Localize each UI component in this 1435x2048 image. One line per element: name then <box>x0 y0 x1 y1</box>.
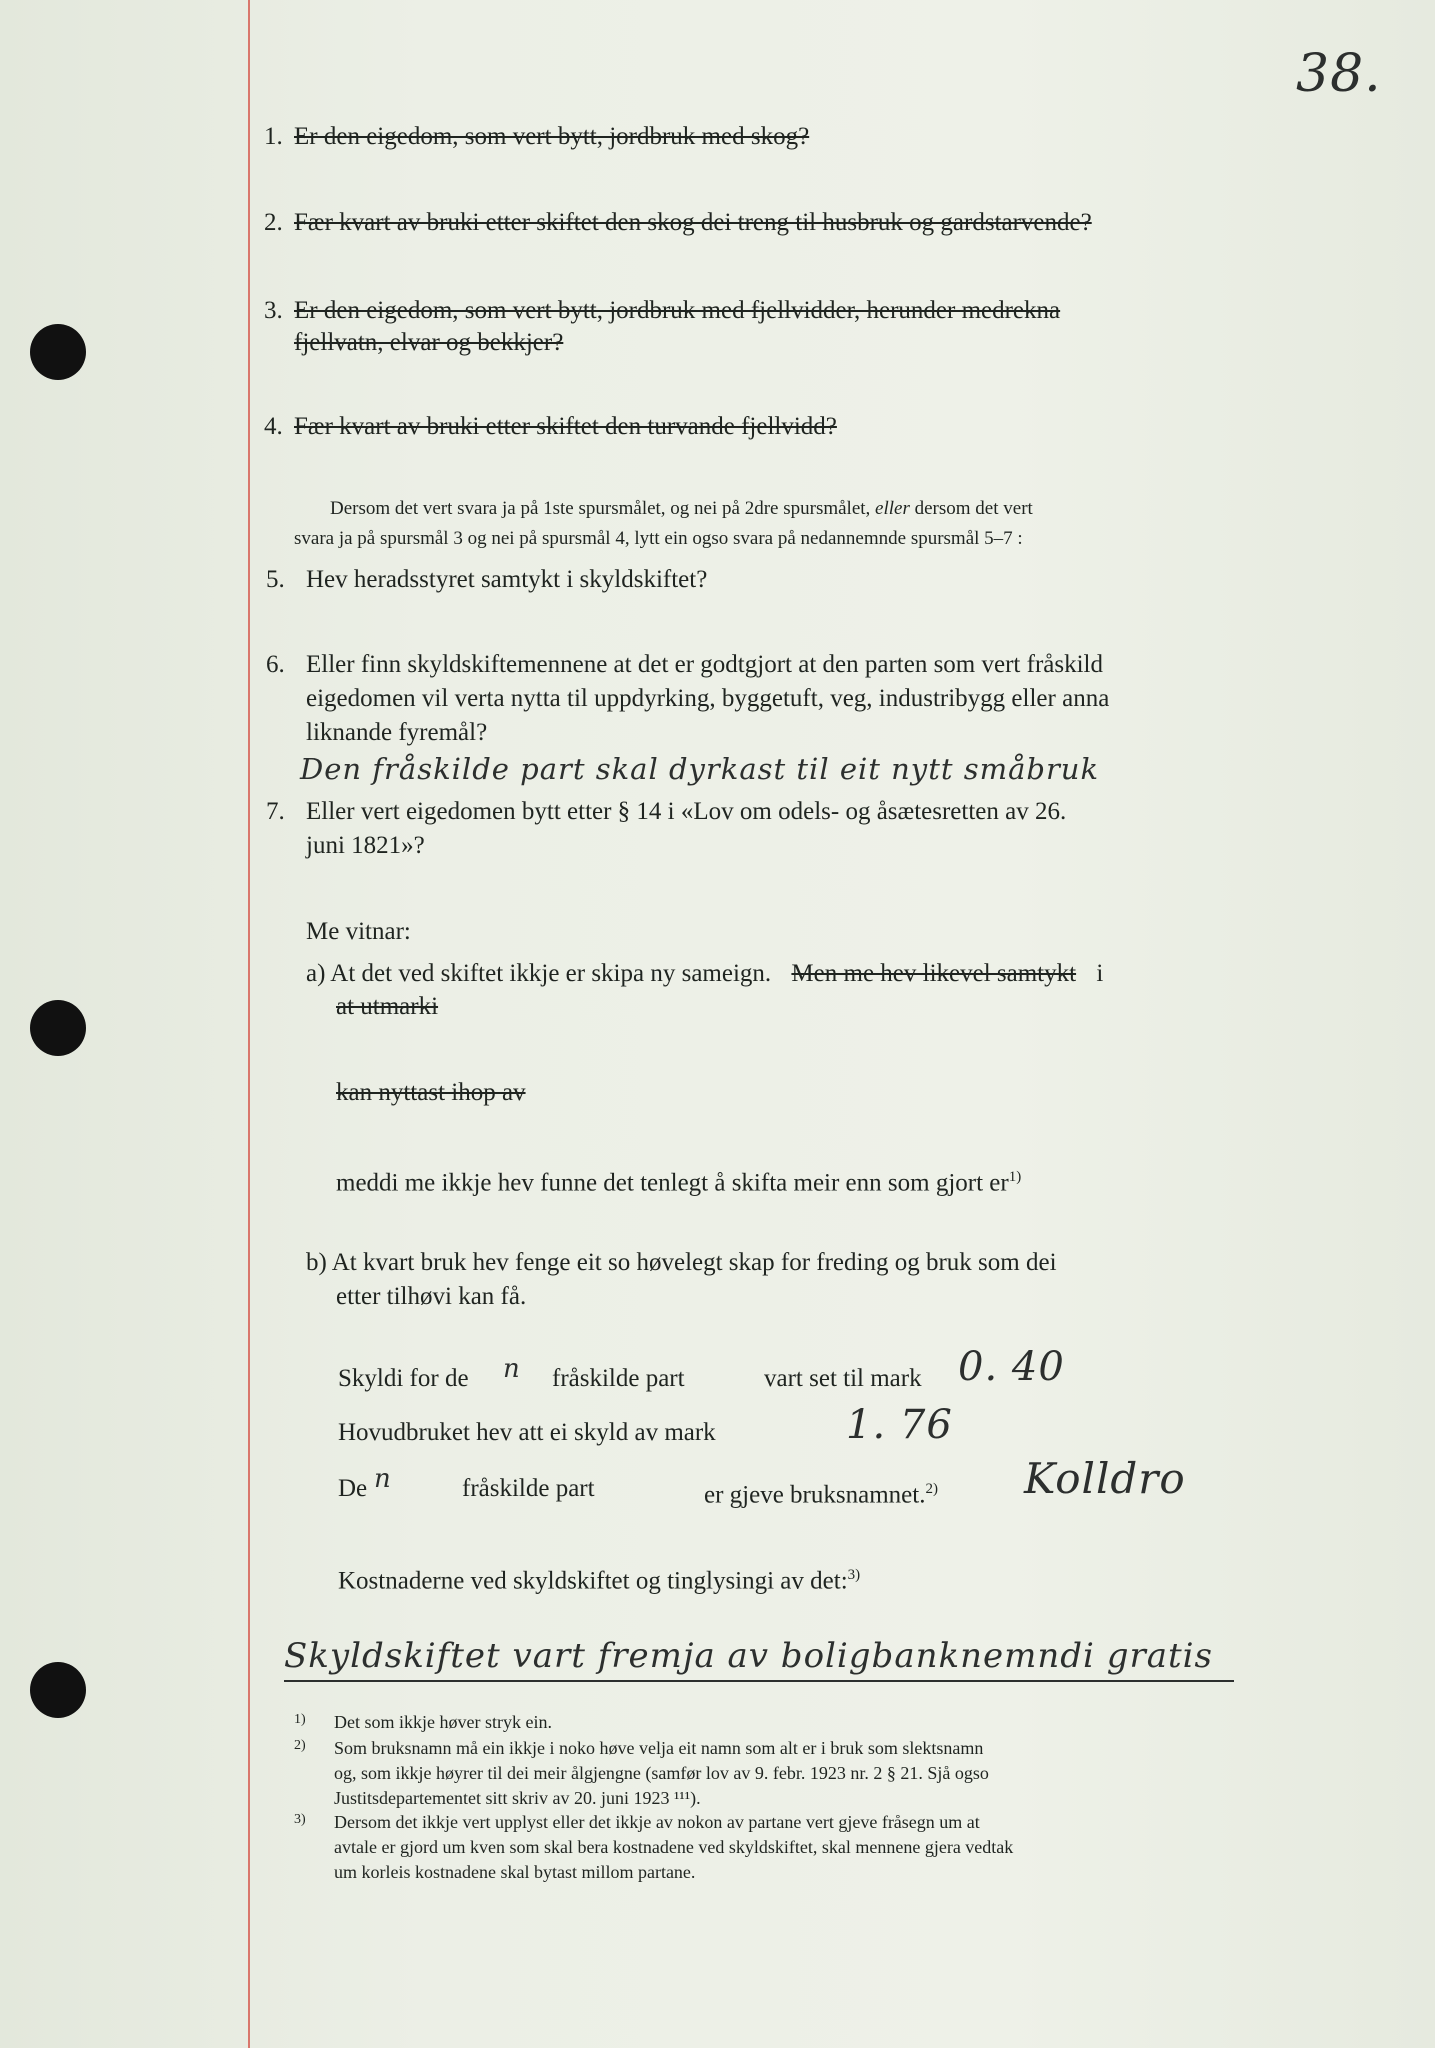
kostnader-label <box>338 1558 860 1598</box>
footnote-1-line1: Det som ikkje høver stryk ein. <box>334 1712 552 1732</box>
question-text-line1: Er den eigedom, som vert bytt, jordbruk med fjellvidder, herunder medrekna <box>294 297 1061 324</box>
question-5 <box>266 563 707 597</box>
bruksnamn-de: De <box>338 1475 368 1502</box>
footnote-3-number: 3) <box>294 1812 306 1827</box>
hovudbruk-value: 1. 76 <box>846 1402 953 1448</box>
instruction-text: dersom det vert <box>914 498 1033 519</box>
footnote-2-line2: og, som ikkje høyrer til dei meir ålgjengne (samfør lov av 9. febr. 1923 nr. 2 § 21. Sjå ogso <box>334 1763 989 1783</box>
question-1 <box>264 120 809 154</box>
witness-a-line2 <box>336 990 438 1024</box>
question-text: Hev heradsstyret samtykt i skyldskiftet? <box>306 566 708 593</box>
instruction-emphasis: eller <box>875 498 910 519</box>
witness-a-line1 <box>306 957 1103 991</box>
witness-b-line1 <box>306 1246 1057 1280</box>
question-text: Eller finn skyldskiftemennene at det er godtgjort at den parten som vert fråskild <box>306 651 1103 678</box>
question-2 <box>264 206 1092 240</box>
question-number: 1. <box>264 123 283 150</box>
skyldi-handwritten-suffix: n <box>503 1354 521 1384</box>
question-number: 2. <box>264 209 283 236</box>
witness-b-line2: etter tilhøvi kan få. <box>336 1283 527 1310</box>
witness-a-struck-line3: kan nyttast ihop av <box>336 1079 526 1106</box>
bruksnamn-label <box>704 1472 938 1512</box>
margin-rule <box>248 0 250 2048</box>
question-text: Eller vert eigedomen bytt etter § 14 i «Lov om odels- og åsætesretten av 26. <box>306 798 1067 825</box>
punch-hole-top <box>30 324 86 380</box>
footnote-3-line1: Dersom det ikkje vert upplyst eller det ikkje av nokon av partane vert gjeve fråsegn um at <box>334 1812 980 1832</box>
question-3-line2 <box>294 326 563 360</box>
witness-a-text-line4: meddi me ikkje hev funne det tenlegt å skifta meir enn som gjort er <box>336 1169 1009 1197</box>
bruksnamn-part: fråskilde part <box>462 1475 595 1502</box>
witness-b-text: At kvart bruk hev fenge eit so høvelegt skap for freding og bruk som dei <box>331 1249 1057 1276</box>
footnote-3-line2: avtale er gjord um kven som skal bera kostnadene ved skyldskiftet, skal mennene gjera vedtak <box>334 1837 1014 1857</box>
question-text: Fær kvart av bruki etter skiftet den turvande fjellvidd? <box>294 413 837 440</box>
skyldi-part: fråskilde part <box>552 1365 685 1392</box>
question-number: 7. <box>266 798 285 825</box>
witness-a-text: At det ved skiftet ikkje er skipa ny sameign. <box>330 960 772 987</box>
footnote-1-number: 1) <box>294 1712 306 1727</box>
footnote-ref: 1) <box>1008 1169 1022 1185</box>
question-3 <box>264 294 1060 328</box>
footnote-2-line3: Justitsdepartementet sitt skriv av 20. juni 1923 ¹¹¹). <box>334 1788 701 1808</box>
witness-a-struck-line2: at utmarki <box>336 993 439 1020</box>
question-number: 4. <box>264 413 283 440</box>
punch-hole-middle <box>30 1000 86 1056</box>
witness-a-label: a) <box>306 960 326 987</box>
question-4 <box>264 410 837 444</box>
question-number: 3. <box>264 297 283 324</box>
question-6-line3: liknande fyremål? <box>306 719 488 746</box>
question-6-line1 <box>266 648 1103 682</box>
bruksnamn-handwritten-suffix: n <box>374 1464 392 1494</box>
instruction-line2: svara ja på spursmål 3 og nei på spursmål 4, lytt ein ogso svara på nedannemnde spursmål 5–7 : <box>294 528 1023 549</box>
skyldi-value: 0. 40 <box>958 1344 1065 1390</box>
question-7-line1 <box>266 795 1066 829</box>
footnote-ref: 3) <box>847 1567 861 1583</box>
question-number: 6. <box>266 651 285 678</box>
witness-a-i: i <box>1096 960 1104 987</box>
hovudbruk-label: Hovudbruket hev att ei skyld av mark <box>338 1419 716 1446</box>
question-6-answer: Den fråskilde part skal dyrkast til eit nytt småbruk <box>300 752 1100 786</box>
witness-heading: Me vitnar: <box>306 918 411 945</box>
kostnader-text: Kostnaderne ved skyldskiftet og tinglysingi av det: <box>338 1567 848 1595</box>
page-number: 38. <box>1296 44 1382 104</box>
footnote-3-line3: um korleis kostnadene skal bytast millom partane. <box>334 1862 696 1882</box>
bruksnamn-label-text: er gjeve bruksnamnet. <box>704 1481 926 1509</box>
bruksnamn-value: Kolldro <box>1024 1454 1186 1503</box>
witness-a-line4 <box>336 1160 1021 1200</box>
instruction-line1 <box>330 494 1033 524</box>
question-text: Fær kvart av bruki etter skiftet den skog dei treng til husbruk og gardstarvende? <box>294 209 1092 236</box>
instruction-text: Dersom det vert svara ja på 1ste spursmålet, og nei på 2dre spursmålet, <box>330 498 871 519</box>
kostnader-answer: Skyldskiftet vart fremja av boligbanknemndi gratis <box>284 1636 1234 1682</box>
question-6-line2: eigedomen vil verta nytta til uppdyrking, byggetuft, veg, industribygg eller anna <box>306 685 1110 712</box>
punch-hole-bottom <box>30 1662 86 1718</box>
skyldi-label: Skyldi for de <box>338 1365 469 1392</box>
question-text: Er den eigedom, som vert bytt, jordbruk med skog? <box>294 123 810 150</box>
question-number: 5. <box>266 566 285 593</box>
witness-a-struck: Men me hev likevel samtykt <box>791 960 1077 987</box>
footnote-2-line1: Som bruksnamn må ein ikkje i noko høve velja eit namn som alt er i bruk som slektsnamn <box>334 1738 984 1758</box>
footnote-ref: 2) <box>925 1481 938 1497</box>
skyldi-mark-label: vart set til mark <box>764 1365 922 1392</box>
witness-b-label: b) <box>306 1249 327 1276</box>
question-7-line2: juni 1821»? <box>306 832 425 859</box>
footnote-2-number: 2) <box>294 1738 306 1753</box>
witness-a-line3 <box>336 1076 526 1110</box>
question-text-line2: fjellvatn, elvar og bekkjer? <box>294 329 564 356</box>
